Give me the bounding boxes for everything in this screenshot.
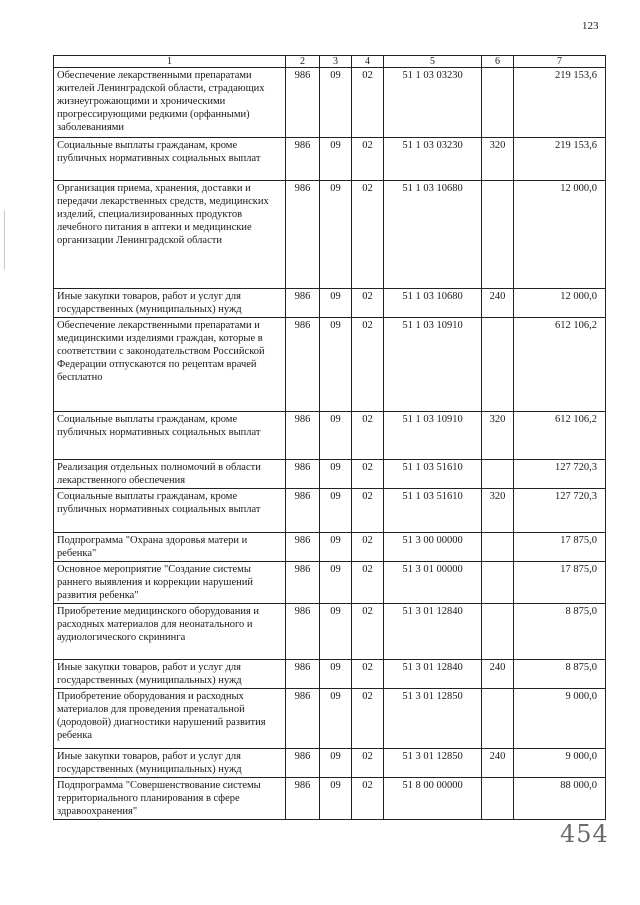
row-amount-cell: 9 000,0 bbox=[514, 749, 606, 778]
table-row bbox=[54, 489, 606, 533]
row-target-code-cell: 51 8 00 00000 bbox=[384, 778, 482, 820]
row-name-cell: Иные закупки товаров, работ и услуг для государственных (муниципальных) нужд bbox=[54, 289, 286, 318]
column-header: 2 bbox=[286, 56, 320, 68]
row-section-cell: 09 bbox=[320, 689, 352, 749]
row-expense-type-cell: 320 bbox=[482, 412, 514, 460]
row-expense-type-cell: 320 bbox=[482, 489, 514, 533]
row-section-cell: 09 bbox=[320, 289, 352, 318]
row-expense-type-cell bbox=[482, 68, 514, 138]
row-subsection-cell: 02 bbox=[352, 460, 384, 489]
row-target-code-cell: 51 1 03 03230 bbox=[384, 68, 482, 138]
row-target-code-cell: 51 1 03 10680 bbox=[384, 181, 482, 289]
row-target-code-cell: 51 1 03 10680 bbox=[384, 289, 482, 318]
row-amount-cell: 12 000,0 bbox=[514, 289, 606, 318]
row-amount-cell: 12 000,0 bbox=[514, 181, 606, 289]
table-row bbox=[54, 460, 606, 489]
row-amount-cell: 17 875,0 bbox=[514, 562, 606, 604]
row-admin-code-cell: 986 bbox=[286, 604, 320, 660]
row-amount-cell: 219 153,6 bbox=[514, 68, 606, 138]
row-expense-type-cell: 240 bbox=[482, 660, 514, 689]
row-subsection-cell: 02 bbox=[352, 489, 384, 533]
row-expense-type-cell bbox=[482, 778, 514, 820]
row-target-code-cell: 51 3 00 00000 bbox=[384, 533, 482, 562]
row-expense-type-cell: 240 bbox=[482, 749, 514, 778]
row-amount-cell: 8 875,0 bbox=[514, 604, 606, 660]
row-section-cell: 09 bbox=[320, 68, 352, 138]
row-subsection-cell: 02 bbox=[352, 660, 384, 689]
row-admin-code-cell: 986 bbox=[286, 289, 320, 318]
row-name-cell: Социальные выплаты гражданам, кроме публичных нормативных социальных выплат bbox=[54, 138, 286, 181]
row-subsection-cell: 02 bbox=[352, 318, 384, 412]
row-name-cell: Социальные выплаты гражданам, кроме публичных нормативных социальных выплат bbox=[54, 489, 286, 533]
row-target-code-cell: 51 1 03 03230 bbox=[384, 138, 482, 181]
table-row bbox=[54, 138, 606, 181]
row-expense-type-cell bbox=[482, 562, 514, 604]
row-section-cell: 09 bbox=[320, 749, 352, 778]
row-section-cell: 09 bbox=[320, 412, 352, 460]
row-target-code-cell: 51 1 03 10910 bbox=[384, 318, 482, 412]
row-section-cell: 09 bbox=[320, 181, 352, 289]
row-expense-type-cell bbox=[482, 604, 514, 660]
table-row bbox=[54, 181, 606, 289]
row-admin-code-cell: 986 bbox=[286, 689, 320, 749]
scan-margin-line bbox=[4, 210, 5, 270]
row-amount-cell: 88 000,0 bbox=[514, 778, 606, 820]
row-section-cell: 09 bbox=[320, 604, 352, 660]
row-section-cell: 09 bbox=[320, 460, 352, 489]
row-target-code-cell: 51 3 01 12840 bbox=[384, 604, 482, 660]
row-subsection-cell: 02 bbox=[352, 604, 384, 660]
row-section-cell: 09 bbox=[320, 138, 352, 181]
row-amount-cell: 612 106,2 bbox=[514, 412, 606, 460]
row-subsection-cell: 02 bbox=[352, 412, 384, 460]
column-header: 4 bbox=[352, 56, 384, 68]
row-section-cell: 09 bbox=[320, 489, 352, 533]
row-amount-cell: 219 153,6 bbox=[514, 138, 606, 181]
row-amount-cell: 612 106,2 bbox=[514, 318, 606, 412]
row-admin-code-cell: 986 bbox=[286, 138, 320, 181]
table-row bbox=[54, 689, 606, 749]
row-section-cell: 09 bbox=[320, 318, 352, 412]
row-name-cell: Организация приема, хранения, доставки и передачи лекарственных средств, медицинских изделий, специализированных продуктов лечебного питания в аптеки и медицинские организации Ленинградской области bbox=[54, 181, 286, 289]
budget-table bbox=[53, 55, 606, 820]
row-subsection-cell: 02 bbox=[352, 749, 384, 778]
column-header: 7 bbox=[514, 56, 606, 68]
column-header: 1 bbox=[54, 56, 286, 68]
row-expense-type-cell: 320 bbox=[482, 138, 514, 181]
row-admin-code-cell: 986 bbox=[286, 181, 320, 289]
row-expense-type-cell bbox=[482, 318, 514, 412]
row-name-cell: Иные закупки товаров, работ и услуг для государственных (муниципальных) нужд bbox=[54, 749, 286, 778]
row-expense-type-cell bbox=[482, 689, 514, 749]
row-name-cell: Подпрограмма "Совершенствование системы территориального планирования в сфере здравоохранения" bbox=[54, 778, 286, 820]
row-subsection-cell: 02 bbox=[352, 138, 384, 181]
row-amount-cell: 8 875,0 bbox=[514, 660, 606, 689]
row-amount-cell: 17 875,0 bbox=[514, 533, 606, 562]
table-row bbox=[54, 68, 606, 138]
row-target-code-cell: 51 1 03 10910 bbox=[384, 412, 482, 460]
table-row bbox=[54, 778, 606, 820]
table-row bbox=[54, 289, 606, 318]
column-header: 3 bbox=[320, 56, 352, 68]
row-section-cell: 09 bbox=[320, 778, 352, 820]
page-stamp: 454 bbox=[560, 820, 609, 848]
row-admin-code-cell: 986 bbox=[286, 778, 320, 820]
table-row bbox=[54, 318, 606, 412]
header-row bbox=[54, 56, 606, 68]
table-row bbox=[54, 562, 606, 604]
row-section-cell: 09 bbox=[320, 660, 352, 689]
row-subsection-cell: 02 bbox=[352, 289, 384, 318]
row-name-cell: Обеспечение лекарственными препаратами жителей Ленинградской области, страдающих жизнеугрожающими и хроническими прогрессирующими редкими (орфанными) заболеваниями bbox=[54, 68, 286, 138]
row-expense-type-cell bbox=[482, 533, 514, 562]
row-amount-cell: 127 720,3 bbox=[514, 460, 606, 489]
row-subsection-cell: 02 bbox=[352, 689, 384, 749]
table-row bbox=[54, 604, 606, 660]
row-amount-cell: 9 000,0 bbox=[514, 689, 606, 749]
row-target-code-cell: 51 3 01 00000 bbox=[384, 562, 482, 604]
row-target-code-cell: 51 3 01 12850 bbox=[384, 749, 482, 778]
row-admin-code-cell: 986 bbox=[286, 460, 320, 489]
row-name-cell: Иные закупки товаров, работ и услуг для государственных (муниципальных) нужд bbox=[54, 660, 286, 689]
row-target-code-cell: 51 3 01 12840 bbox=[384, 660, 482, 689]
row-admin-code-cell: 986 bbox=[286, 749, 320, 778]
table-row bbox=[54, 533, 606, 562]
row-name-cell: Приобретение медицинского оборудования и расходных материалов для неонатального и аудиологического скрининга bbox=[54, 604, 286, 660]
row-admin-code-cell: 986 bbox=[286, 660, 320, 689]
row-name-cell: Реализация отдельных полномочий в области лекарственного обеспечения bbox=[54, 460, 286, 489]
row-subsection-cell: 02 bbox=[352, 562, 384, 604]
row-name-cell: Обеспечение лекарственными препаратами и медицинскими изделиями граждан, которые в соответствии с законодательством Российской Федерации отпускаются по рецептам врачей бесплатно bbox=[54, 318, 286, 412]
table-row bbox=[54, 749, 606, 778]
row-target-code-cell: 51 3 01 12850 bbox=[384, 689, 482, 749]
row-admin-code-cell: 986 bbox=[286, 489, 320, 533]
row-admin-code-cell: 986 bbox=[286, 68, 320, 138]
row-admin-code-cell: 986 bbox=[286, 533, 320, 562]
table-row bbox=[54, 412, 606, 460]
table-row bbox=[54, 660, 606, 689]
row-target-code-cell: 51 1 03 51610 bbox=[384, 489, 482, 533]
row-expense-type-cell bbox=[482, 181, 514, 289]
row-expense-type-cell: 240 bbox=[482, 289, 514, 318]
row-name-cell: Приобретение оборудования и расходных материалов для проведения пренатальной (дородовой) диагностики нарушений развития ребенка bbox=[54, 689, 286, 749]
row-subsection-cell: 02 bbox=[352, 533, 384, 562]
column-header: 6 bbox=[482, 56, 514, 68]
row-subsection-cell: 02 bbox=[352, 68, 384, 138]
row-expense-type-cell bbox=[482, 460, 514, 489]
page-number: 123 bbox=[582, 20, 599, 32]
row-section-cell: 09 bbox=[320, 533, 352, 562]
row-target-code-cell: 51 1 03 51610 bbox=[384, 460, 482, 489]
row-admin-code-cell: 986 bbox=[286, 318, 320, 412]
row-subsection-cell: 02 bbox=[352, 778, 384, 820]
row-name-cell: Подпрограмма "Охрана здоровья матери и ребенка" bbox=[54, 533, 286, 562]
row-amount-cell: 127 720,3 bbox=[514, 489, 606, 533]
row-name-cell: Основное мероприятие "Создание системы раннего выявления и коррекции нарушений развития ребенка" bbox=[54, 562, 286, 604]
row-admin-code-cell: 986 bbox=[286, 562, 320, 604]
row-admin-code-cell: 986 bbox=[286, 412, 320, 460]
row-section-cell: 09 bbox=[320, 562, 352, 604]
row-name-cell: Социальные выплаты гражданам, кроме публичных нормативных социальных выплат bbox=[54, 412, 286, 460]
column-header: 5 bbox=[384, 56, 482, 68]
row-subsection-cell: 02 bbox=[352, 181, 384, 289]
